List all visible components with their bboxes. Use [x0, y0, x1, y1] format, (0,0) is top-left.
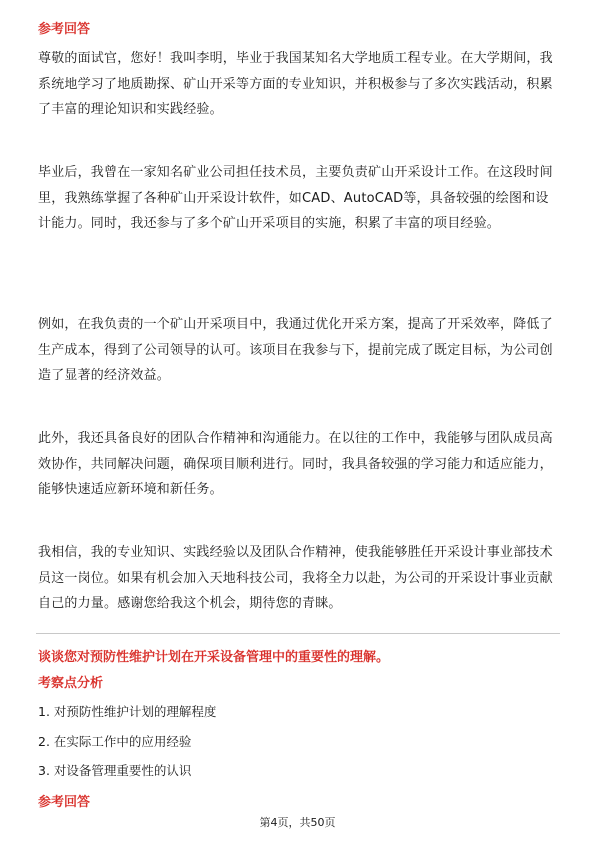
question-text: 谈谈您对预防性维护计划在开采设备管理中的重要性的理解。 [38, 650, 390, 665]
analysis-item: 1. 对预防性维护计划的理解程度 [38, 704, 217, 719]
answer-paragraph-2: 毕业后，我曾在一家知名矿业公司担任技术员，主要负责矿山开采设计工作。在这段时间里，我熟练掌握了各种矿山开采设计软件，如CAD、AutoCAD等，具备较强的绘图和设计能力。同时，我还参与了多个矿山开采项目的实施，积累了丰富的项目经验。 [38, 165, 553, 231]
answer-paragraph-4: 此外，我还具备良好的团队合作精神和沟通能力。在以往的工作中，我能够与团队成员高效协作，共同解决问题，确保项目顺利进行。同时，我具备较强的学习能力和适应能力，能够快速适应新环境和新任务。 [38, 431, 553, 497]
section-divider [36, 633, 560, 634]
page-number: 第4页，共50页 [259, 816, 336, 829]
answer-paragraph-1: 尊敬的面试官，您好！我叫李明，毕业于我国某知名大学地质工程专业。在大学期间，我系统地学习了地质勘探、矿山开采等方面的专业知识，并积极参与了多次实践活动，积累了丰富的理论知识和实践经验。 [38, 51, 553, 117]
answer-paragraph-5: 我相信，我的专业知识、实践经验以及团队合作精神，使我能够胜任开采设计事业部技术员这一岗位。如果有机会加入天地科技公司，我将全力以赴，为公司的开采设计事业贡献自己的力量。感谢您给我这个机会，期待您的青睐。 [38, 545, 553, 611]
analysis-item: 3. 对设备管理重要性的认识 [38, 763, 192, 778]
analysis-heading: 考察点分析 [38, 676, 104, 691]
answer-paragraph-3: 例如，在我负责的一个矿山开采项目中，我通过优化开采方案，提高了开采效率，降低了生产成本，得到了公司领导的认可。该项目在我参与下，提前完成了既定目标，为公司创造了显著的经济效益。 [38, 317, 553, 383]
reference-answer-heading-2: 参考回答 [38, 795, 91, 810]
analysis-item: 2. 在实际工作中的应用经验 [38, 734, 192, 749]
reference-answer-heading: 参考回答 [38, 22, 91, 37]
